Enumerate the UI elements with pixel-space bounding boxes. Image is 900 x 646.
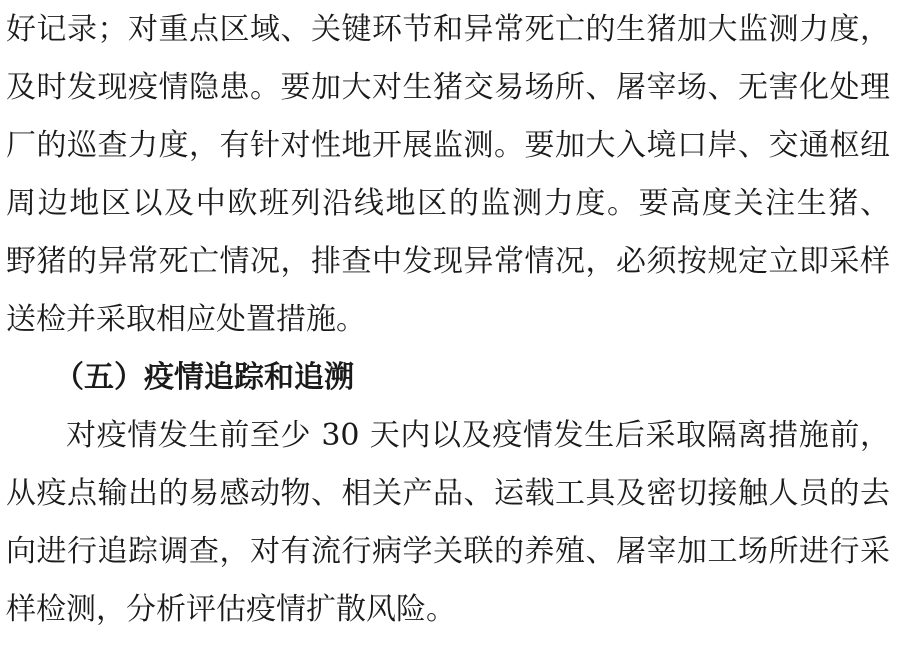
paragraph2-line-3: 向进行追踪调查，对有流行病学关联的养殖、屠宰加工场所进行采 [6,534,890,569]
text-line-4: 周边地区以及中欧班列沿线地区的监测力度。要高度关注生猪、 [6,186,890,221]
section-heading: （五）疫情追踪和追溯 [54,360,354,395]
text-line-6: 送检并采取相应处置措施。 [6,302,366,337]
text-line-1: 好记录；对重点区域、关键环节和异常死亡的生猪加大监测力度， [6,12,890,47]
paragraph2-line-4: 样检测，分析评估疫情扩散风险。 [6,592,456,627]
paragraph2-line-1: 对疫情发生前至少 30 天内以及疫情发生后采取隔离措施前， [66,418,890,453]
text-line-5: 野猪的异常死亡情况，排查中发现异常情况，必须按规定立即采样 [6,244,890,279]
text-line-2: 及时发现疫情隐患。要加大对生猪交易场所、屠宰场、无害化处理 [6,70,890,105]
text-line-3: 厂的巡查力度，有针对性地开展监测。要加大入境口岸、交通枢纽 [6,128,890,163]
paragraph2-line-2: 从疫点输出的易感动物、相关产品、运载工具及密切接触人员的去 [6,476,890,511]
